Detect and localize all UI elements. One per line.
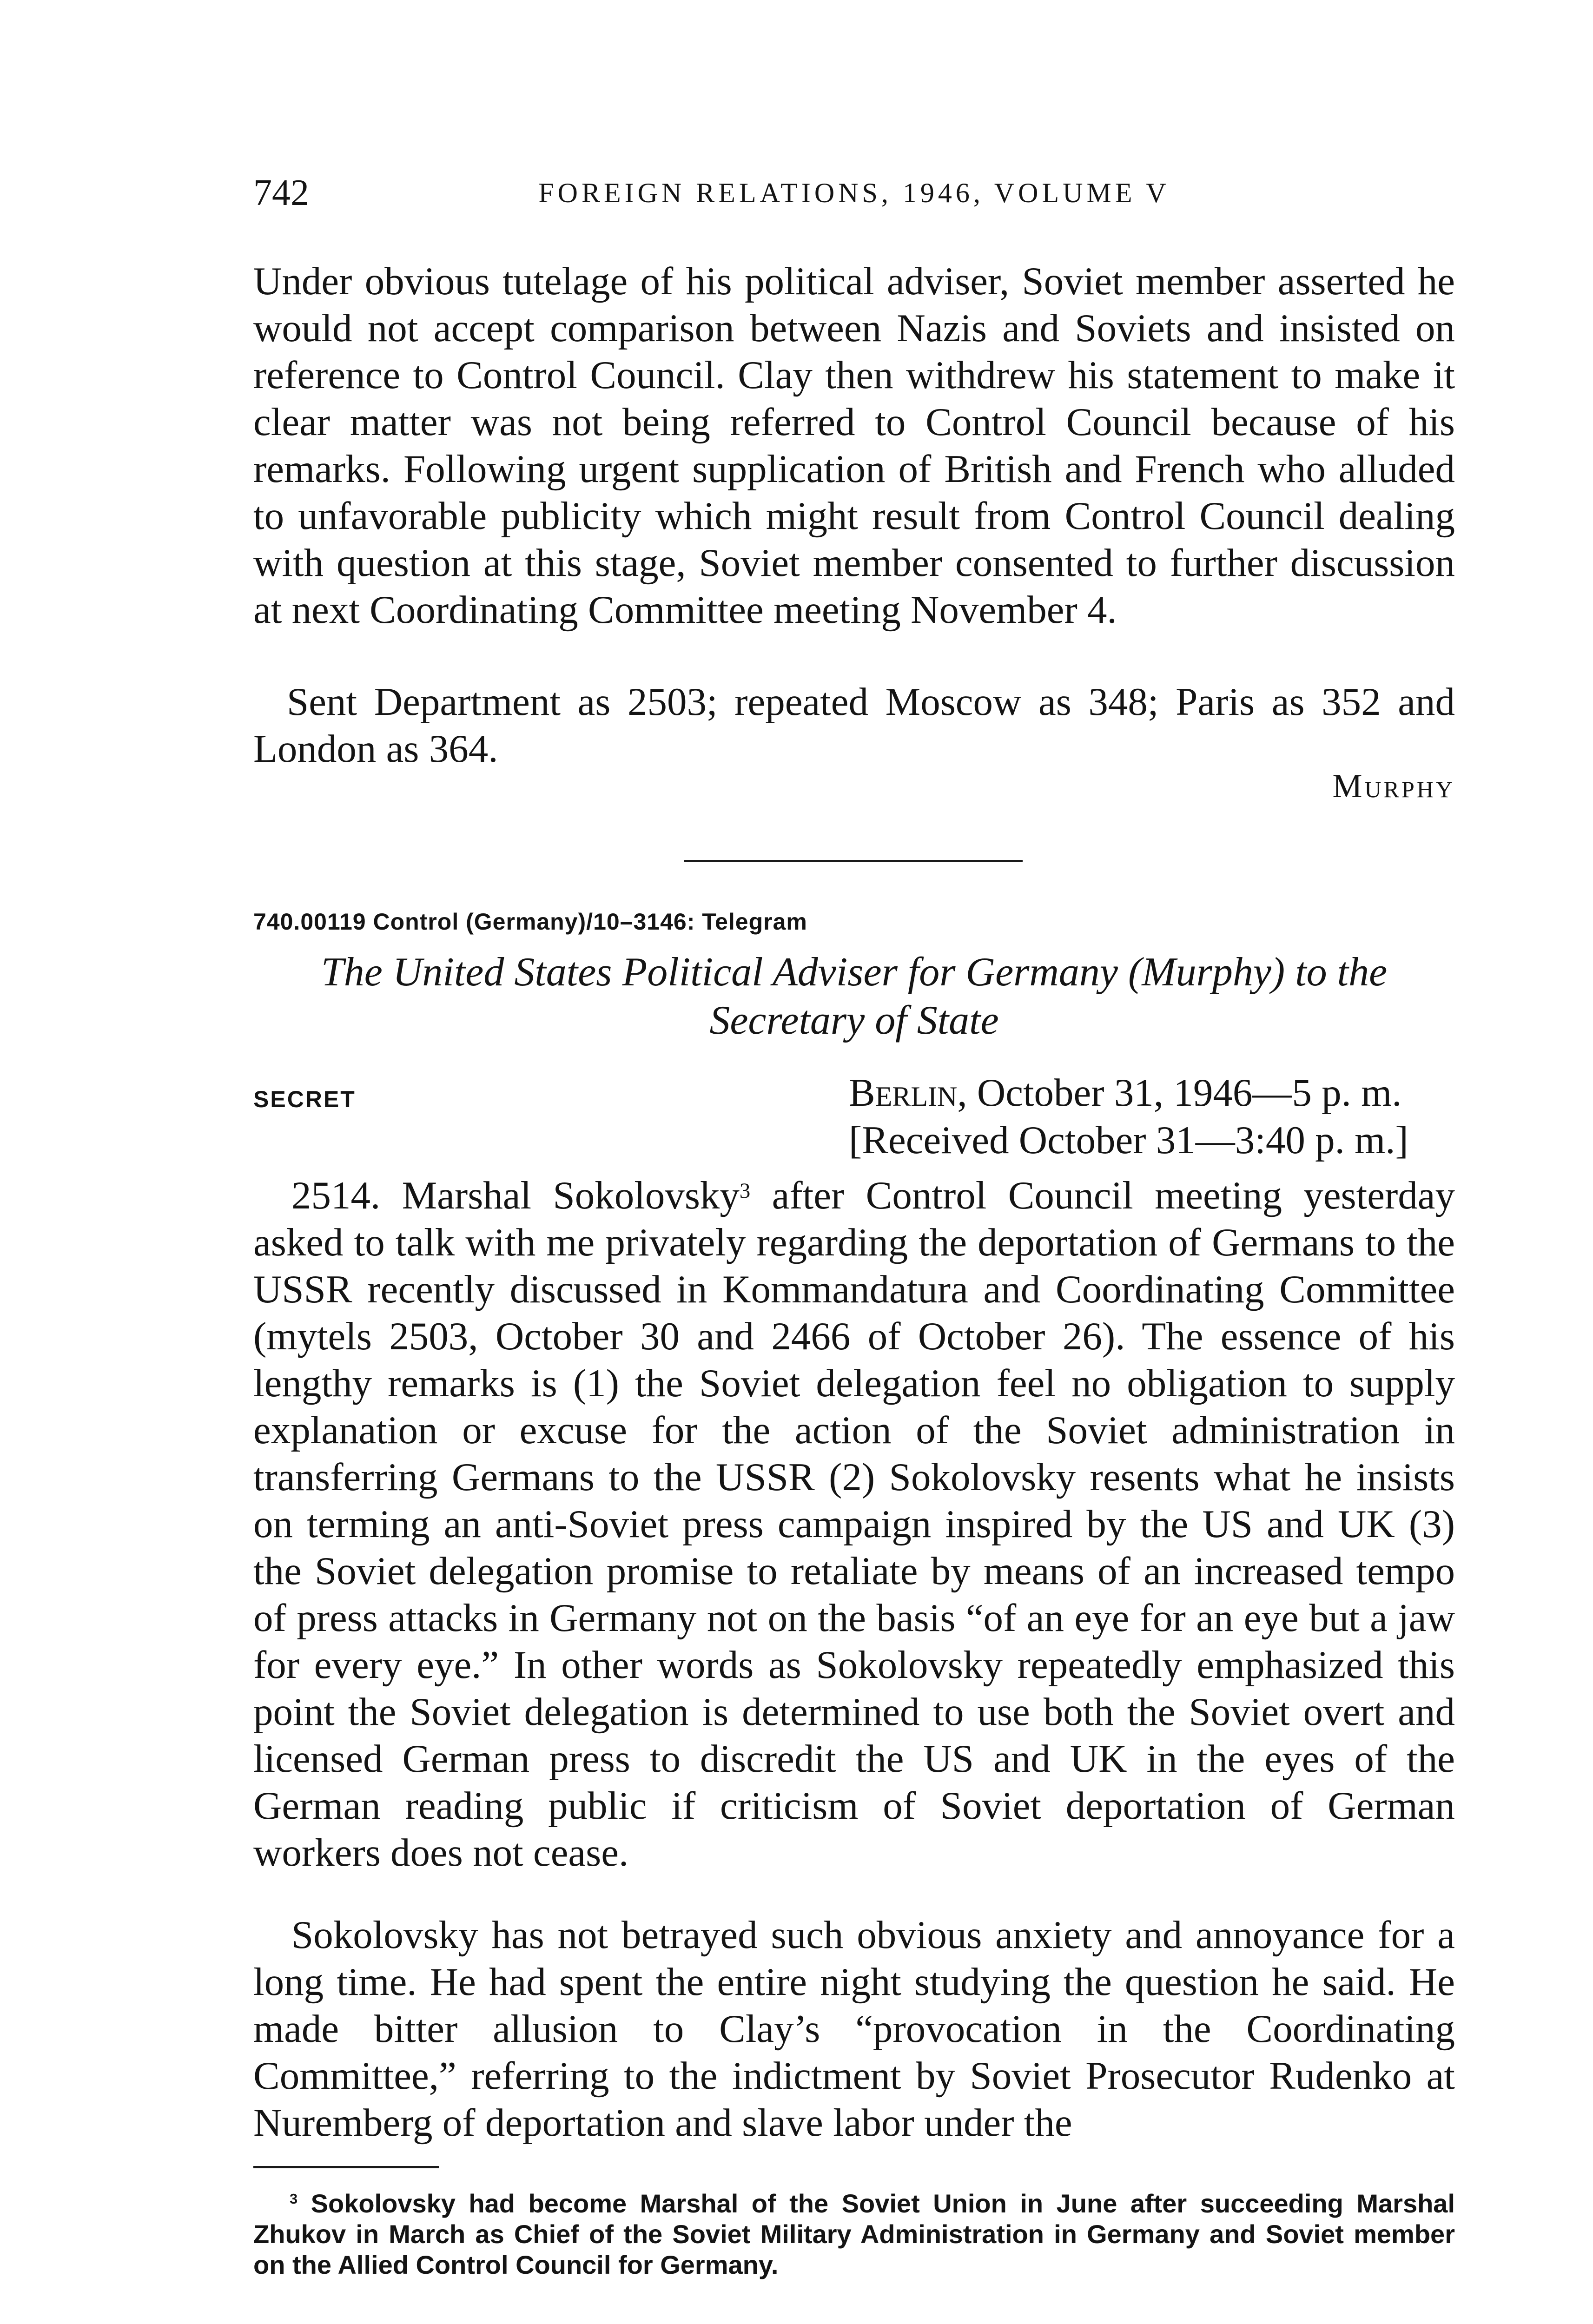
signature [1332,767,1455,805]
footnote-marker: 3 [290,2191,298,2207]
file-reference: 740.00119 Control (Germany)/10–3146: Telegram [253,909,807,935]
dateline [849,1069,1408,1164]
footnote-text: Sokolovsky had become Marshal of the Soviet Union in June after succeeding Marshal Zhukov in March as Chief of the Soviet Military Administration in Germany and Soviet member on the Allied Control Council for Germany. [253,2189,1455,2279]
signature-name: Murphy [1332,767,1455,805]
telegram-paragraph-opening: 2514. Marshal Sokolovsky [291,1174,740,1217]
date-sent-line [849,1069,1408,1116]
running-header [253,167,1455,218]
classification-label: SECRET [253,1086,356,1112]
telegram-paragraph-body: after Control Council meeting yesterday asked to talk with me privately regarding the deportation of Germans to the USSR recently discussed in Kommandatura and Coordinating Committee (mytels 2503, October 30 and 2466 of October 26). The essence of his lengthy remarks is (1) the Soviet delegation feel no obligation to supply explanation or excuse for the action of the Soviet administration in transferring Germans to the USSR (2) Sokolovsky resents what he insists on terming an anti-Soviet press campaign inspired by the US and UK (3) the Soviet delegation promise to retaliate by means of an increased tempo of press attacks in Germany not on the basis “of an eye for an eye but a jaw for every eye.” In other words as Sokolovsky repeatedly emphasized this point the Soviet delegation is determined to use both the Soviet overt and licensed German press to discredit the US and UK in the eyes of the German reading public if criticism of Soviet deportation of German workers does not cease. [253,1174,1455,1875]
date-sent: , October 31, 1946—5 p. m. [957,1071,1402,1115]
page-number: 742 [253,172,309,213]
running-title: FOREIGN RELATIONS, 1946, VOLUME V [538,178,1170,208]
document-title: The United States Political Adviser for Germany (Murphy) to the Secretary of State [321,950,1388,1043]
footnote [253,2188,1455,2280]
footnote-reference: 3 [739,1179,751,1203]
telegram-paragraph [253,1172,1455,1876]
distribution-paragraph: Sent Department as 2503; repeated Moscow as 348; Paris as 352 and London as 364. [253,680,1455,771]
section-divider [684,860,1023,862]
continuation-paragraph: Under obvious tutelage of his political adviser, Soviet member asserted he would not accept comparison between Nazis and Soviets and insisted on reference to Control Council. Clay then withdrew his statement to make it clear matter was not being referred to Control Council because of his remarks. Following urgent supplication of British and French who alluded to unfavorable publicity which might result from Control Council dealing with question at this stage, Soviet member consented to further discussion at next Coordinating Committee meeting November 4. [253,259,1455,632]
date-received: [Received October 31—3:40 p. m.] [849,1118,1408,1162]
footnote-rule [253,2166,439,2168]
telegram-paragraph-2: Sokolovsky has not betrayed such obvious anxiety and annoyance for a long time. He had spent the entire night studying the question he said. He made bitter allusion to Clay’s “provocation in the Coordinating Committee,” referring to the indictment by Soviet Prosecutor Rudenko at Nuremberg of deportation and slave labor under the [253,1913,1455,2145]
place-name: Berlin [849,1071,958,1115]
